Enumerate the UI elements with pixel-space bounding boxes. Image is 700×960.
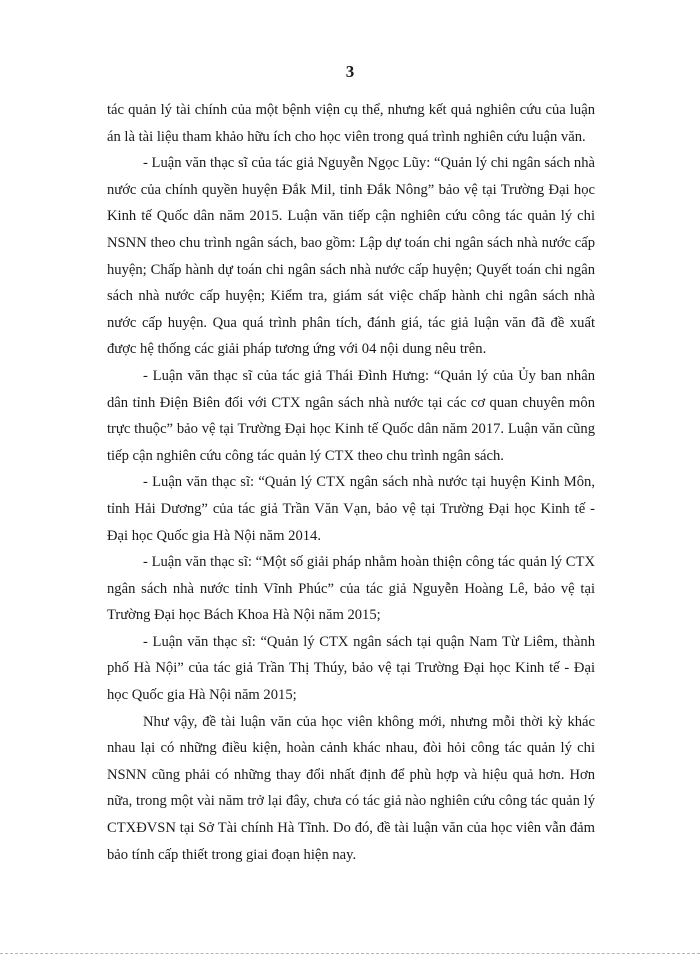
paragraph-4: - Luận văn thạc sĩ: “Quản lý CTX ngân sách nhà nước tại huyện Kinh Môn, tỉnh Hải Dương” của tác giả Trần Văn Vạn, bảo vệ tại Trường Đại học Kinh tế - Đại học Quốc gia Hà Nội năm 2014.: [107, 474, 595, 544]
page-number: 3: [345, 62, 355, 81]
paragraph-6: - Luận văn thạc sĩ: “Quản lý CTX ngân sách tại quận Nam Từ Liêm, thành phố Hà Nội” của tác giả Trần Thị Thúy, bảo vệ tại Trường Đại học Kinh tế - Đại học Quốc gia Hà Nội năm 2015;: [107, 633, 595, 704]
paragraph-1: tác quản lý tài chính của một bệnh viện cụ thể, nhưng kết quả nghiên cứu của luận án là tài liệu tham khảo hữu ích cho học viên trong quá trình nghiên cứu luận văn.: [107, 102, 595, 145]
paragraph-2: - Luận văn thạc sĩ của tác giả Nguyễn Ngọc Lũy: “Quản lý chi ngân sách nhà nước của chính quyền huyện Đắk Mil, tỉnh Đắk Nông” bảo vệ tại Trường Đại học Kinh tế Quốc dân năm 2015. Luận văn tiếp cận nghiên cứu công tác quản lý chi NSNN theo chu trình ngân sách, bao gồm: Lập dự toán chi ngân sách nhà nước cấp huyện; Chấp hành dự toán chi ngân sách nhà nước cấp huyện; Quyết toán chi ngân sách nhà nước cấp huyện; Kiểm tra, giám sát việc chấp hành chi ngân sách nhà nước cấp huyện. Qua quá trình phân tích, đánh giá, tác giả luận văn đã đề xuất được hệ thống các giải pháp tương ứng với 04 nội dung nêu trên.: [107, 155, 595, 358]
paragraph-3: - Luận văn thạc sĩ của tác giả Thái Đình Hưng: “Quản lý của Ủy ban nhân dân tỉnh Điện Biên đối với CTX ngân sách nhà nước tại các cơ quan chuyên môn trực thuộc” bảo vệ tại Trường Đại học Kinh tế Quốc dân năm 2017. Luận văn cũng tiếp cận nghiên cứu công tác quản lý CTX theo chu trình ngân sách.: [107, 367, 595, 464]
page-body: [107, 97, 595, 868]
paragraph-7: Như vậy, đề tài luận văn của học viên không mới, nhưng mỗi thời kỳ khác nhau lại có những điều kiện, hoàn cảnh khác nhau, đòi hỏi công tác quản lý chi NSNN cũng phải có những thay đổi nhất định để phù hợp và hiệu quả hơn. Hơn nữa, trong một vài năm trở lại đây, chưa có tác giả nào nghiên cứu công tác quản lý CTXĐVSN tại Sở Tài chính Hà Tĩnh. Do đó, đề tài luận văn của học viên vẫn đảm bảo tính cấp thiết trong giai đoạn hiện nay.: [107, 713, 595, 863]
paragraph-5: - Luận văn thạc sĩ: “Một số giải pháp nhằm hoàn thiện công tác quản lý CTX ngân sách nhà nước tỉnh Vĩnh Phúc” của tác giả Nguyễn Hoàng Lê, bảo vệ tại Trường Đại học Bách Khoa Hà Nội năm 2015;: [107, 554, 595, 624]
page-bottom-divider: [0, 953, 700, 954]
